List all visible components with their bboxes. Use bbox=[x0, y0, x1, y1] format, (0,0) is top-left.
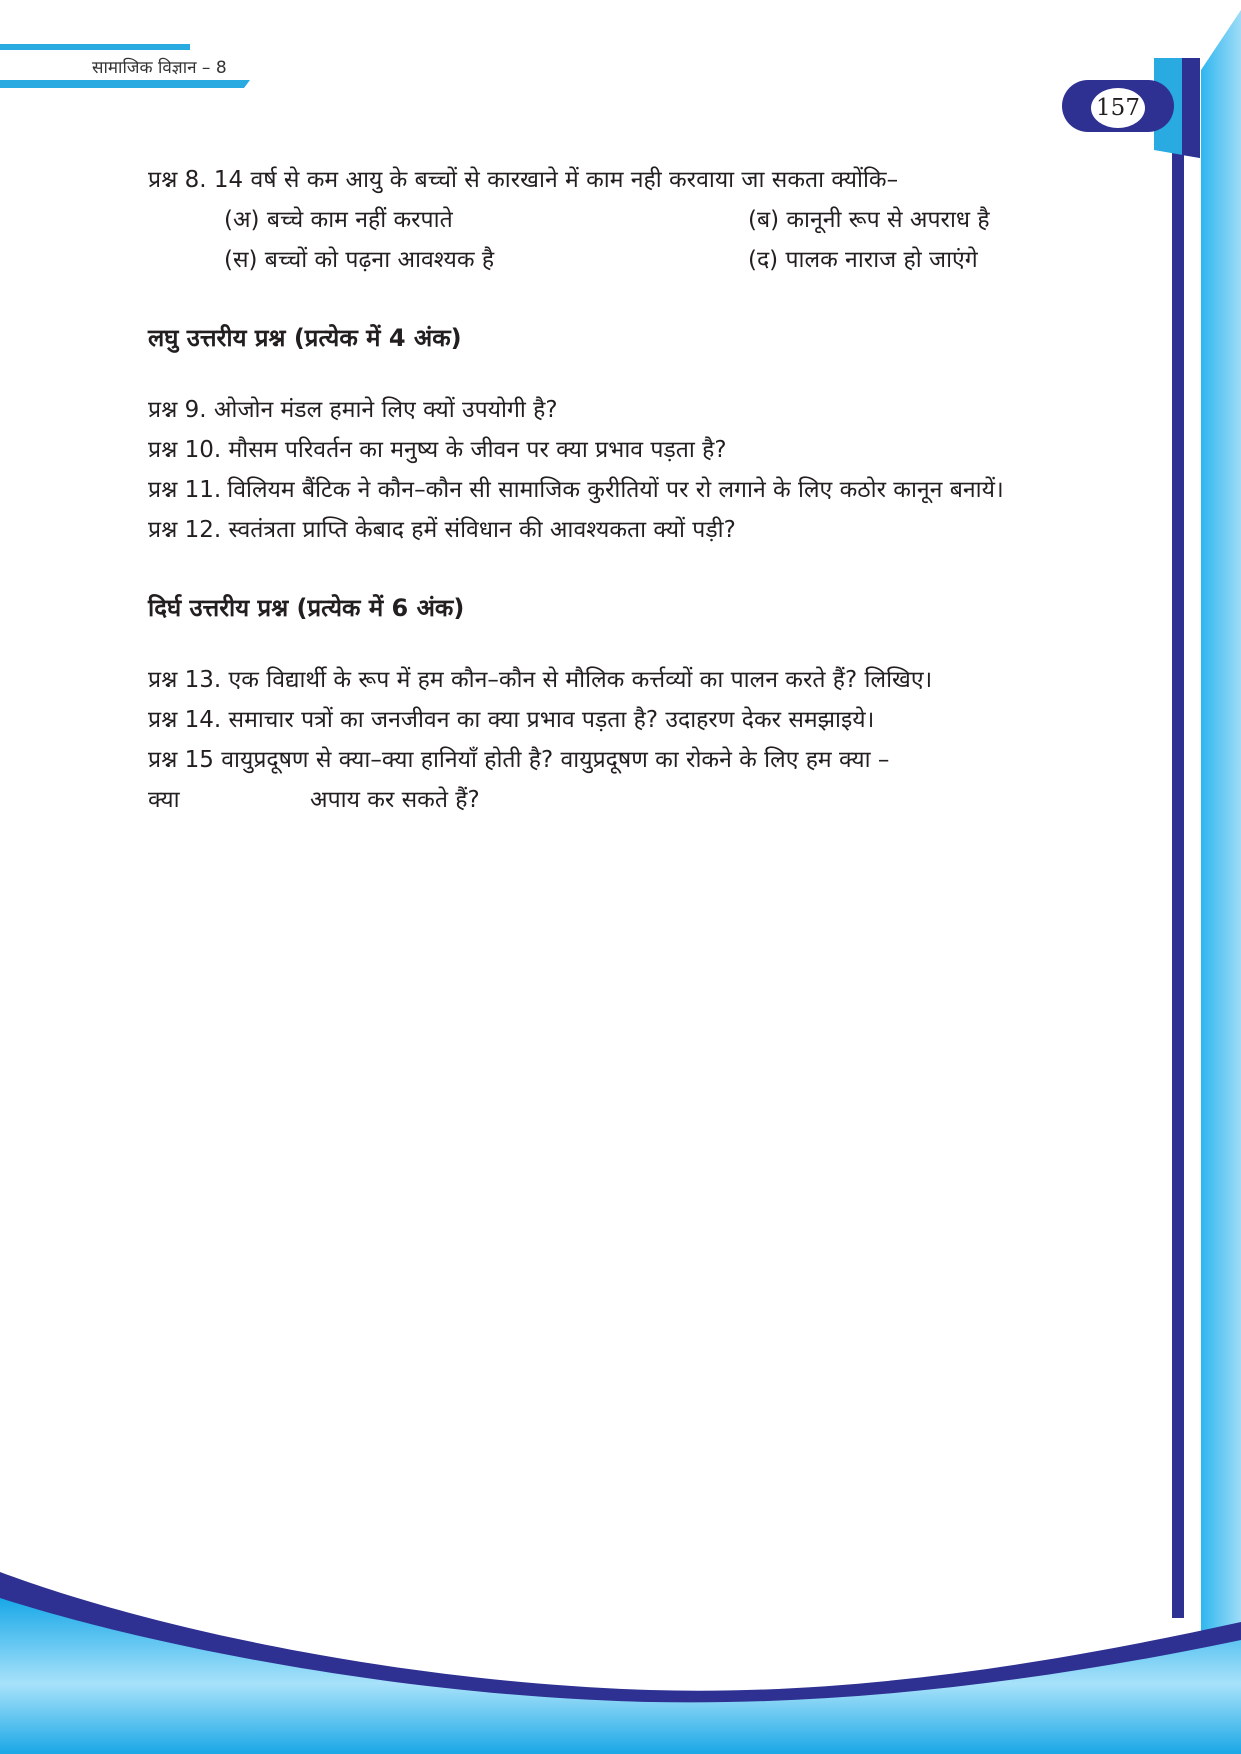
question-15-word: क्या bbox=[148, 787, 180, 813]
question-14: प्रश्न 14. समाचार पत्रों का जनजीवन का क्या प्रभाव पड़ता है? उदाहरण देकर समझाइये। bbox=[148, 707, 875, 733]
spacer bbox=[148, 550, 1124, 588]
question-15-continuation bbox=[148, 780, 1124, 820]
question-10: प्रश्न 10. मौसम परिवर्तन का मनुष्य के जीवन पर क्या प्रभाव पड़ता है? bbox=[148, 437, 727, 463]
question-9: प्रश्न 9. ओजोन मंडल हमाने लिए क्यों उपयोगी है? bbox=[148, 397, 558, 423]
option-b: (ब) कानूनी रूप से अपराध है bbox=[748, 207, 990, 233]
spacer bbox=[148, 628, 1124, 660]
question-15-remainder: अपाय कर सकते हैं? bbox=[310, 787, 480, 813]
question-15: प्रश्न 15 वायुप्रदूषण से क्या–क्या हानियाँ होती है? वायुप्रदूषण का रोकने के लिए हम क्या – bbox=[148, 747, 890, 773]
question-13: प्रश्न 13. एक विद्यार्थी के रूप में हम कौन–कौन से मौलिक कर्त्तव्यों का पालन करते हैं? लिखिए। bbox=[148, 667, 933, 693]
question-8: प्रश्न 8. 14 वर्ष से कम आयु के बच्चों से कारखाने में काम नही करवाया जा सकता क्योंकि– bbox=[148, 167, 899, 193]
question-12: प्रश्न 12. स्वतंत्रता प्राप्ति केबाद हमें संविधान की आवश्यकता क्यों पड़ी? bbox=[148, 517, 736, 543]
question-11 bbox=[148, 470, 1124, 510]
running-head: सामाजिक विज्ञान – 8 bbox=[92, 58, 227, 78]
question-11-label: प्रश्न 11. bbox=[148, 477, 222, 503]
page-number: 157 bbox=[1096, 95, 1140, 121]
options-row-2 bbox=[148, 240, 1124, 280]
short-answer-heading: लघु उत्तरीय प्रश्न (प्रत्येक में 4 अंक) bbox=[148, 324, 462, 352]
spacer bbox=[148, 358, 1124, 390]
page-content bbox=[148, 160, 1124, 820]
long-answer-heading: दिर्घ उत्तरीय प्रश्न (प्रत्येक में 6 अंक) bbox=[148, 594, 465, 622]
option-a: (अ) बच्चे काम नहीं करपाते bbox=[224, 207, 453, 233]
option-d: (द) पालक नाराज हो जाएंगे bbox=[748, 247, 978, 273]
option-c: (स) बच्चों को पढ़ना आवश्यक है bbox=[224, 247, 495, 273]
options-row-1 bbox=[148, 200, 1124, 240]
question-11-text: विलियम बैंटिक ने कौन–कौन सी सामाजिक कुरीतियों पर रो लगाने के लिए कठोर कानून बनायें। bbox=[227, 477, 1004, 503]
spacer bbox=[148, 280, 1124, 318]
bottom-wave bbox=[0, 1572, 1241, 1754]
side-panel bbox=[1154, 10, 1241, 1754]
